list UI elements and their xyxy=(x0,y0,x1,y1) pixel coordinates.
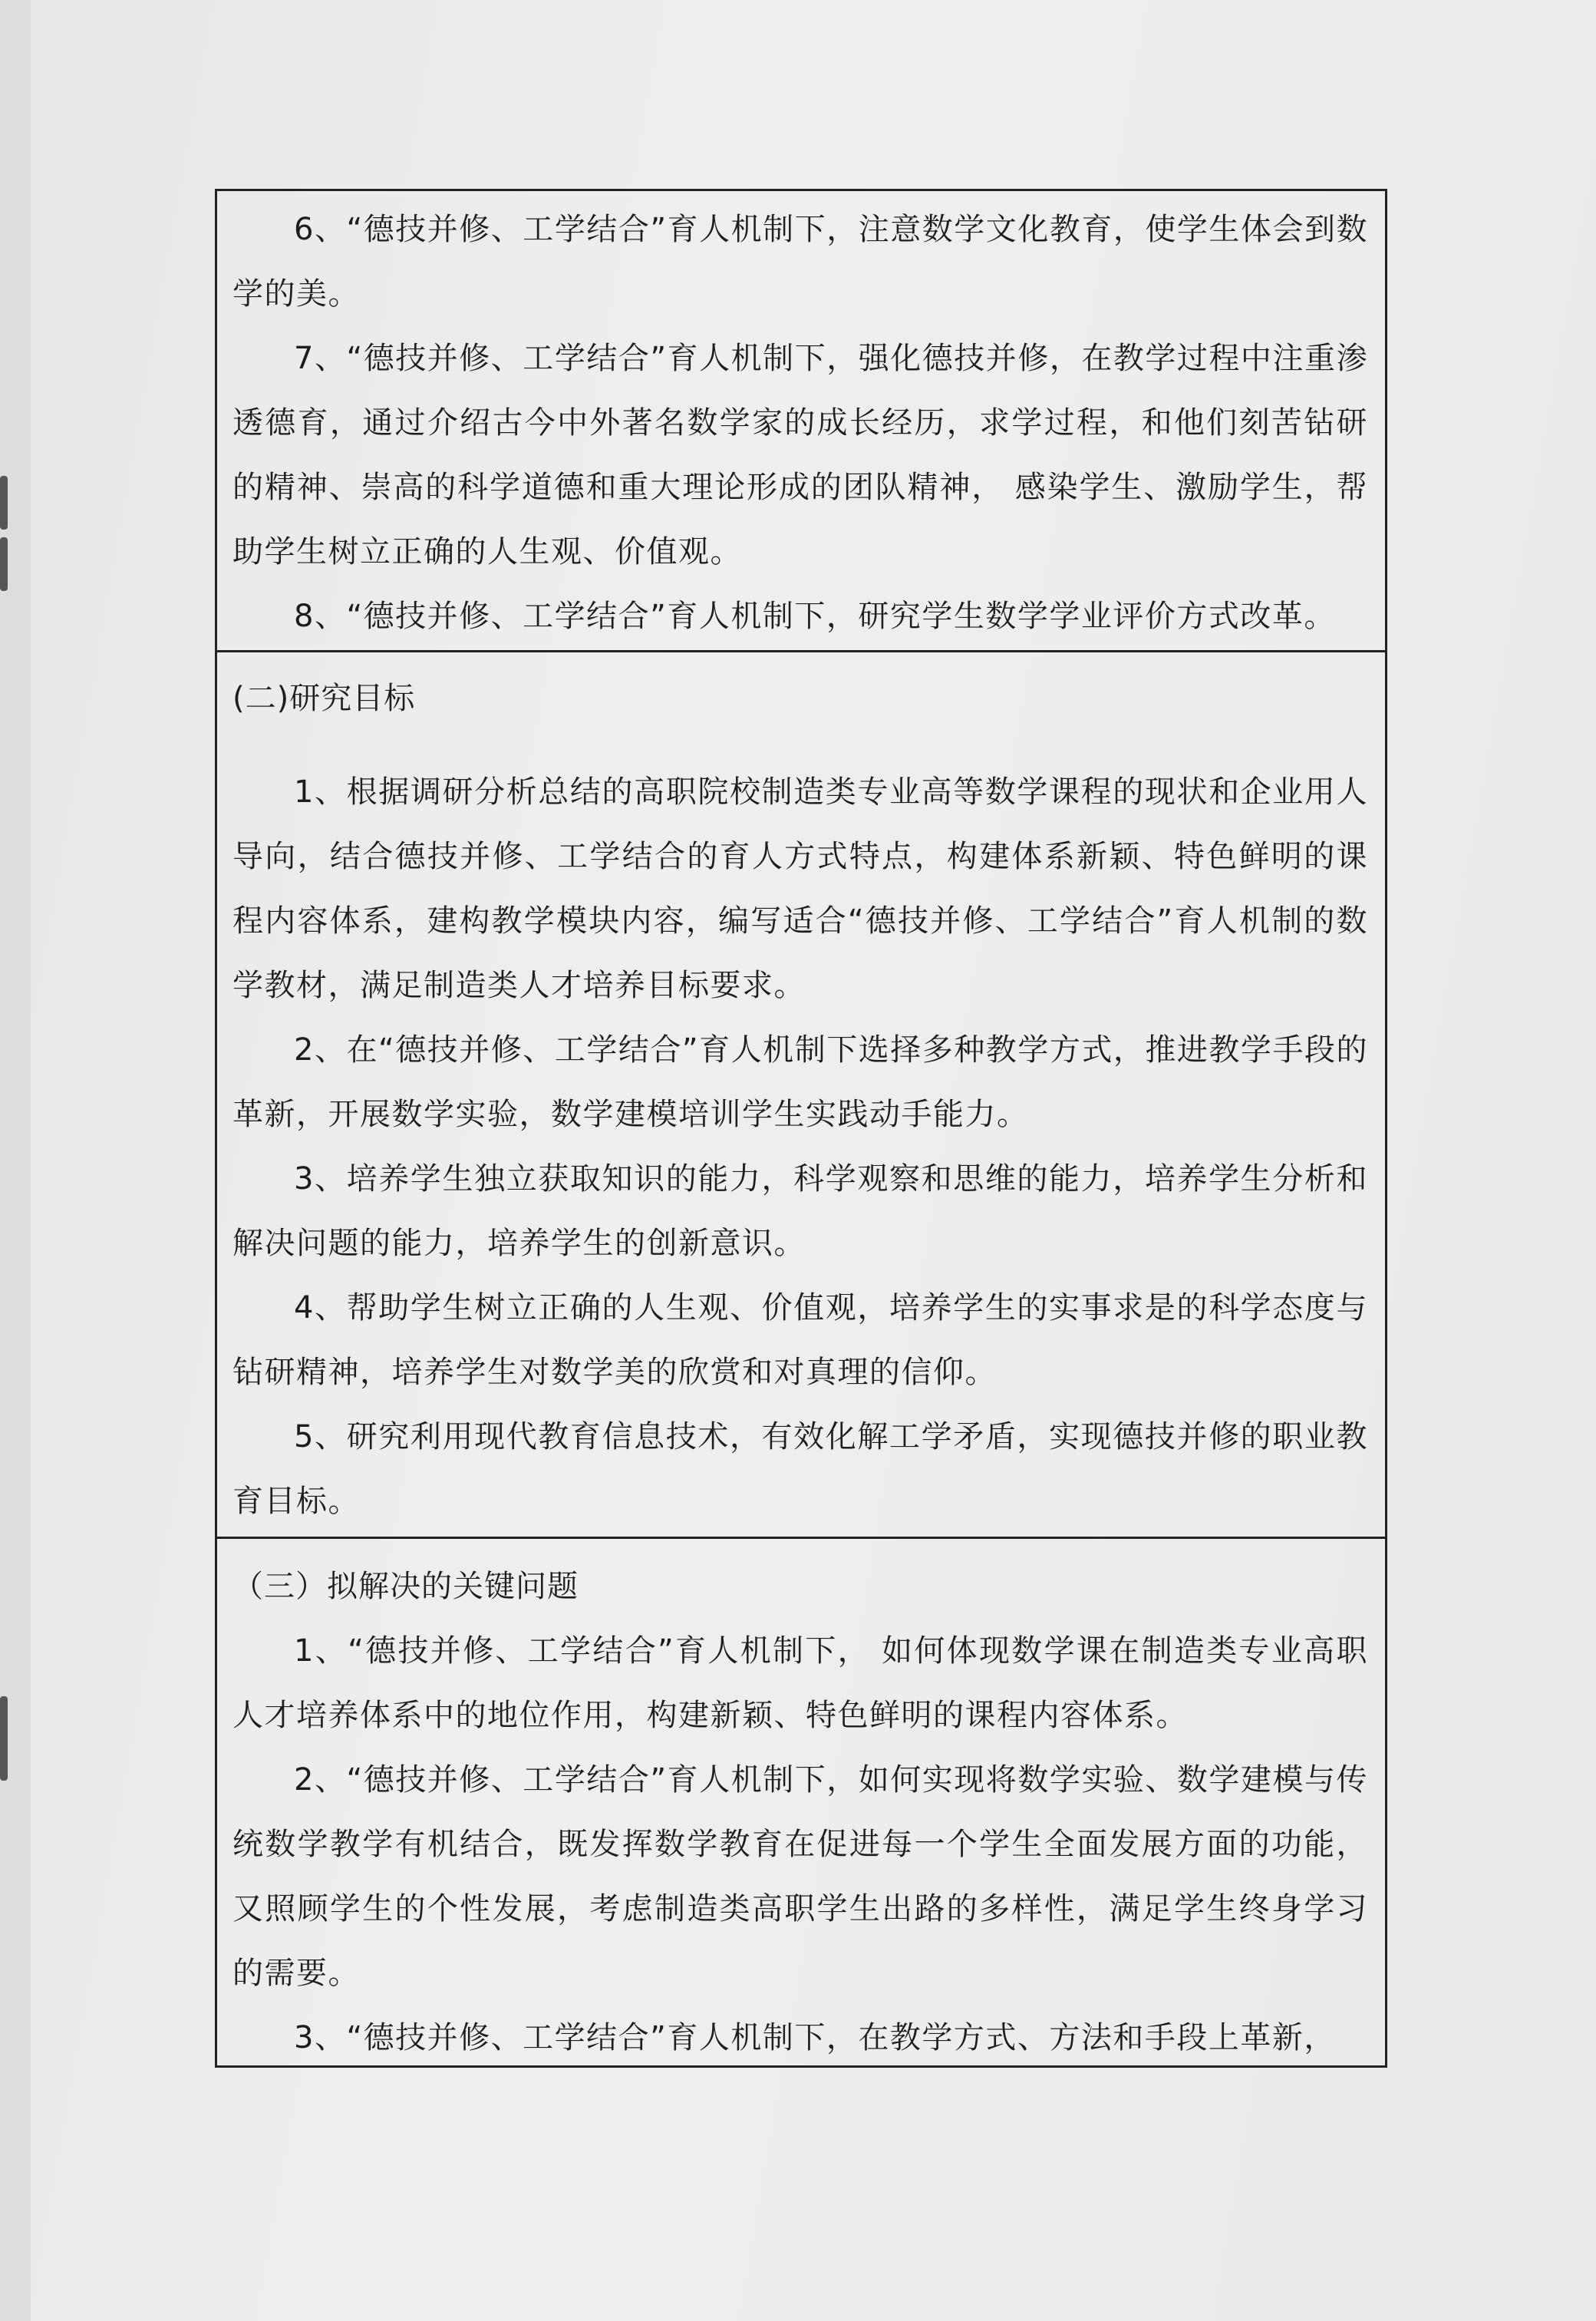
paragraph: 8、“德技并修、工学结合”育人机制下，研究学生数学学业评价方式改革。 xyxy=(294,599,1336,634)
binding-clip xyxy=(0,476,8,530)
section-key-problems xyxy=(217,1537,1385,2070)
paragraph: 3、“德技并修、工学结合”育人机制下，在教学方式、方法和手段上革新， xyxy=(294,2020,1336,2055)
paragraph: 6、“德技并修、工学结合”育人机制下，注意数学文化教育，使学生体会到数学的美。 xyxy=(232,212,1368,312)
paragraph: 4、帮助学生树立正确的人生观、价值观，培养学生的实事求是的科学态度与钻研精神，培养学生对数学美的欣赏和对真理的信仰。 xyxy=(232,1290,1368,1390)
binding-clip xyxy=(0,1696,8,1781)
paragraph: 1、根据调研分析总结的高职院校制造类专业高等数学课程的现状和企业用人导向，结合德技并修、工学结合的育人方式特点，构建体系新颖、特色鲜明的课程内容体系，建构教学模块内容，编写适合“德技并修、工学结合”育人机制的数学教材，满足制造类人才培养目标要求。 xyxy=(232,774,1368,1003)
paragraph: 5、研究利用现代教育信息技术，有效化解工学矛盾，实现德技并修的职业教育目标。 xyxy=(232,1419,1368,1519)
paragraph: 3、培养学生独立获取知识的能力，科学观察和思维的能力，培养学生分析和解决问题的能力，培养学生的创新意识。 xyxy=(232,1161,1368,1261)
document-table xyxy=(215,189,1387,2068)
paragraph: 7、“德技并修、工学结合”育人机制下，强化德技并修，在教学过程中注重渗透德育，通过介绍古今中外著名数学家的成长经历，求学过程，和他们刻苦钻研的精神、崇高的科学道德和重大理论形成的团队精神， 感染学生、激励学生，帮助学生树立正确的人生观、价值观。 xyxy=(232,341,1368,570)
paragraph: 2、“德技并修、工学结合”育人机制下，如何实现将数学实验、数学建模与传统数学教学有机结合，既发挥数学教育在促进每一个学生全面发展方面的功能，又照顾学生的个性发展，考虑制造类高职学生出路的多样性，满足学生终身学习的需要。 xyxy=(232,1762,1368,1991)
binding-clip xyxy=(0,537,8,591)
section-heading: (二)研究目标 xyxy=(232,681,416,716)
section-research-goals xyxy=(217,650,1385,1537)
section-research-content-continued xyxy=(217,191,1385,650)
paragraph: 2、在“德技并修、工学结合”育人机制下选择多种教学方式，推进教学手段的革新，开展数学实验，数学建模培训学生实践动手能力。 xyxy=(232,1032,1368,1132)
section-heading: （三）拟解决的关键问题 xyxy=(232,1569,579,1604)
paragraph: 1、“德技并修、工学结合”育人机制下， 如何体现数学课在制造类专业高职人才培养体系中的地位作用，构建新颖、特色鲜明的课程内容体系。 xyxy=(232,1633,1368,1733)
